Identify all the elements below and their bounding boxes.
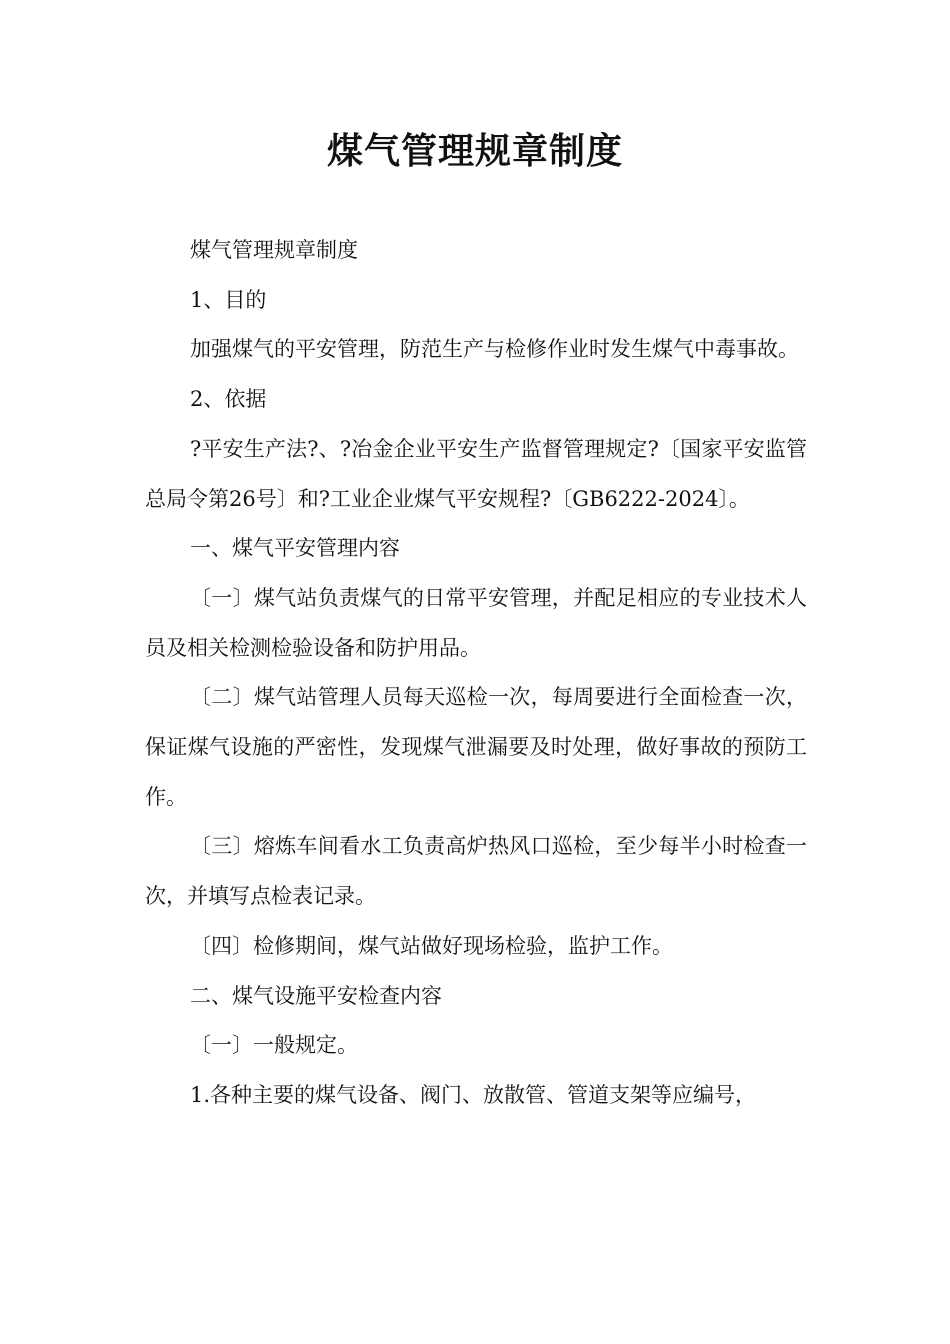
paragraph-section-1-item-3: 〔三〕熔炼车间看水工负责高炉热风口巡检，至少每半小时检查一次，并填写点检表记录。 xyxy=(145,834,807,909)
heading-section-1: 一、煤气平安管理内容 xyxy=(190,536,400,561)
paragraph-basis: ?平安生产法?、?冶金企业平安生产监督管理规定?〔国家平安监管总局令第26号〕和?工业企业煤气平安规程?〔GB6222-2024〕。 xyxy=(145,436,807,511)
paragraph-section-1-item-4: 〔四〕检修期间，煤气站做好现场检验，监护工作。 xyxy=(190,933,673,958)
paragraph-subtitle: 煤气管理规章制度 xyxy=(190,238,358,262)
paragraph-section-2-item-1-point-1: 1.各种主要的煤气设备、阀门、放散管、管道支架等应编号， xyxy=(190,1082,757,1107)
paragraph-section-1-item-1: 〔一〕煤气站负责煤气的日常平安管理，并配足相应的专业技术人员及相关检测检验设备和防护用品。 xyxy=(145,585,807,660)
heading-section-2: 二、煤气设施平安检查内容 xyxy=(190,983,442,1008)
paragraph-purpose: 加强煤气的平安管理，防范生产与检修作业时发生煤气中毒事故。 xyxy=(190,337,799,362)
heading-purpose: 1、目的 xyxy=(190,287,267,312)
document-body xyxy=(145,226,807,1121)
paragraph-section-1-item-2: 〔二〕煤气站管理人员每天巡检一次，每周要进行全面检查一次，保证煤气设施的严密性，发现煤气泄漏要及时处理，做好事故的预防工作。 xyxy=(145,685,807,809)
heading-basis: 2、依据 xyxy=(190,387,267,412)
document-title: 煤气管理规章制度 xyxy=(326,131,623,172)
paragraph-section-2-item-1: 〔一〕一般规定。 xyxy=(190,1033,358,1058)
